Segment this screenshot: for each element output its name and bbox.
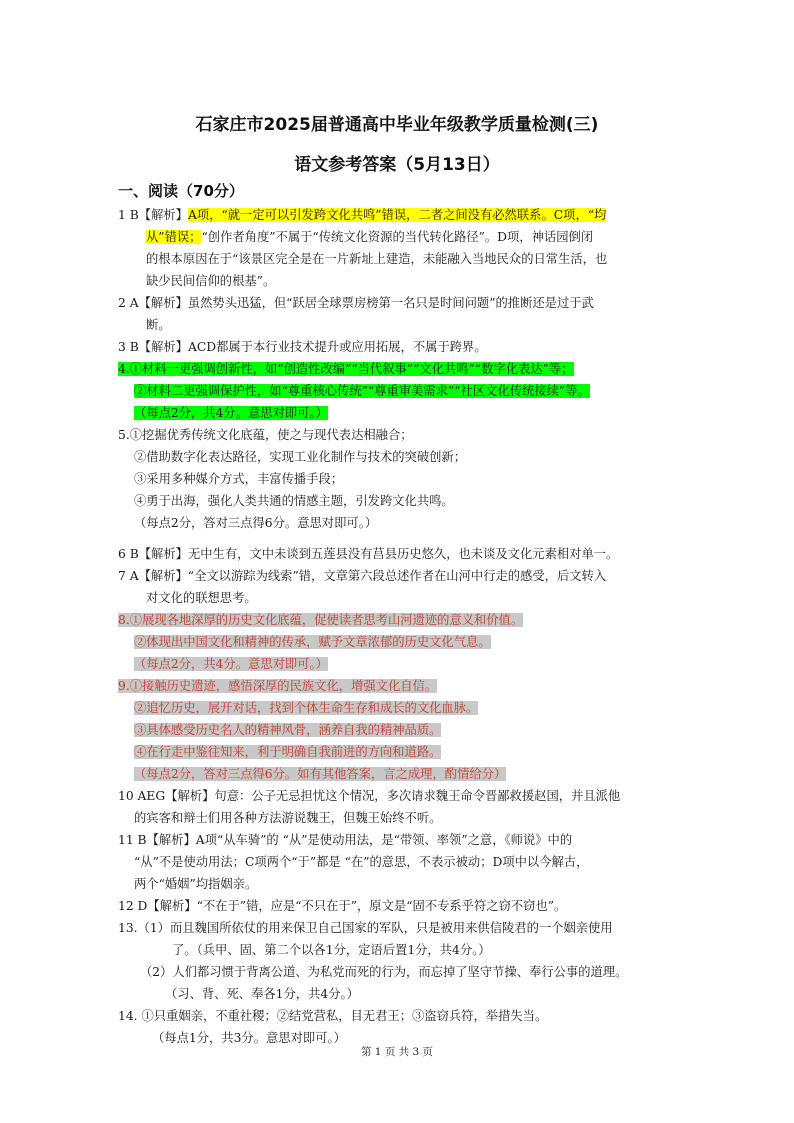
document-subtitle: 语文参考答案（5月13日）: [294, 155, 500, 175]
answer-text: 缺少民间信仰的根基”。: [146, 274, 276, 288]
answer-line: [134, 853, 588, 872]
highlighted-text: 4.①材料一更强调创新性，如“创造性改编”“当代叙事”“文化共鸣”“数字化表达”等；: [118, 362, 574, 376]
answer-text: 断。: [146, 318, 171, 332]
answer-text: 的宾客和辩士们用各种方法游说魏王，但魏王始终不听。: [134, 811, 442, 825]
highlighted-text: 8.①展现各地深厚的历史文化底蕴，促使读者思考山河遗迹的意义和价值。: [118, 613, 524, 627]
answer-line: [146, 272, 275, 291]
answer-line: [118, 360, 574, 379]
answer-line: [134, 875, 257, 894]
answer-text: 2 A【解析】虽然势头迅猛，但“跃居全球票房榜第一名只是时间问题”的推断还是过于武: [118, 296, 594, 310]
answer-line: [134, 492, 454, 511]
answer-line: [146, 228, 593, 247]
answer-text: “创作者角度”不属于“传统文化资源的当代转化路径”。D项，神话园倒闭: [201, 230, 594, 244]
answer-text: 5.①挖掘优秀传统文化底蕴，使之与现代表达相融合；: [118, 428, 413, 442]
answer-text: 对文化的联想思考。: [146, 591, 257, 605]
answer-line: [134, 809, 441, 828]
answer-text: （每点2分，答对三点得6分。意思对即可。）: [134, 516, 378, 530]
answer-text: 10 AEG【解析】句意：公子无忌担忧这个情况，多次请求魏王命令晋鄙救援赵国，并且派他: [118, 789, 621, 803]
answer-line: [118, 567, 606, 586]
answer-text: ④勇于出海，强化人类共通的情感主题，引发跨文化共鸣。: [134, 494, 454, 508]
answer-line: [134, 765, 506, 784]
answer-text: 1 B【解析】: [118, 208, 188, 222]
page-footer: 第 1 页 共 3 页: [360, 1046, 434, 1058]
highlighted-text: A项，“就一定可以引发跨文化共鸣”错误，二者之间没有必然联系。C项，“均: [187, 208, 607, 222]
highlighted-text: （每点2分，共4分。意思对即可。）: [134, 406, 328, 420]
answer-text: 3 B【解析】ACD都属于本行业技术提升或应用拓展，不属于跨界。: [118, 340, 487, 354]
answer-line: [118, 919, 613, 938]
answer-line: [118, 338, 487, 357]
answer-line: [118, 677, 437, 696]
answer-line: [134, 633, 491, 652]
answer-line: [172, 941, 491, 960]
answer-line: [146, 250, 607, 269]
answer-text: 14. ①只重姻亲，不重社稷；②结党营私，目无君王；③盗窃兵符，举措失当。: [118, 1009, 548, 1023]
answer-text: 13.（1）而且魏国所依仗的用来保卫自己国家的军队，只是被用来供信陵君的一个姻亲使用: [118, 921, 613, 935]
answer-line: [146, 316, 171, 335]
answer-line: [134, 382, 590, 401]
answer-line: [134, 721, 441, 740]
section-heading: 一、阅读（70分）: [118, 182, 244, 200]
answer-text: ③采用多种媒介方式，丰富传播手段；: [134, 472, 344, 486]
answer-line: [134, 470, 343, 489]
answer-text: 6 B【解析】无中生有，文中未谈到五莲县没有莒县历史悠久，也未谈及文化元素相对单一。: [118, 547, 619, 561]
highlighted-text: ④在行走中鉴往知来，利于明确自我前进的方向和道路。: [134, 745, 442, 759]
answer-line: [118, 426, 413, 445]
answer-line: [118, 611, 523, 630]
answer-text: 11 B【解析】A项“从车骑”的 “从”是使动用法，是“带领、率领”之意，《师说》中的: [118, 833, 573, 847]
answer-text: 了。（兵甲、固、第二个以各1分，定语后置1分，共4分。）: [172, 943, 491, 957]
answer-line: [134, 448, 466, 467]
answer-text: （2）人们都习惯于背离公道、为私党而死的行为，而忘掉了坚守节操、奉行公事的道理。: [140, 965, 628, 979]
highlighted-text: 9.①接触历史遗迹，感悟深厚的民族文化，增强文化自信。: [118, 679, 438, 693]
answer-line: [134, 699, 478, 718]
answer-line: [165, 985, 359, 1004]
answer-line: [146, 589, 257, 608]
highlighted-text: ②材料二更强调保护性，如“尊重核心传统”“尊重审美需求”“社区文化传统接续”等。: [134, 384, 590, 398]
answer-text: （每点1分，共3分。意思对即可。）: [152, 1031, 346, 1045]
answer-text: 7 A【解析】“全文以游踪为线索”错，文章第六段总述作者在山河中行走的感受，后文转入: [118, 569, 607, 583]
answer-line: [134, 655, 328, 674]
answer-line: [118, 294, 594, 313]
answer-line: [118, 545, 618, 564]
highlighted-text: ②体现出中国文化和精神的传承，赋予文章浓郁的历史文化气息。: [134, 635, 491, 649]
answer-text: 两个“婚姻”均指姻亲。: [134, 877, 258, 891]
answer-line: [140, 963, 627, 982]
highlighted-text: （每点2分，共4分。意思对即可。）: [134, 657, 328, 671]
highlighted-text: （每点2分，答对三点得6分。如有其他答案，言之成理，酌情给分）: [134, 767, 507, 781]
answer-line: [118, 831, 572, 850]
highlighted-text: 从”错误；: [146, 230, 202, 244]
answer-text: （习、背、死、奉各1分，共4分。）: [165, 987, 359, 1001]
answer-text: “从”不是使动用法；C项两个“于”都是 “在”的意思，不表示被动；D项中以今解古，: [134, 855, 589, 869]
answer-line: [118, 1007, 547, 1026]
answer-line: [134, 514, 377, 533]
answer-line: [118, 897, 566, 916]
answer-text: ②借助数字化表达路径，实现工业化制作与技术的突破创新；: [134, 450, 467, 464]
answer-text: 的根本原因在于“该景区完全是在一片新址上建造，未能融入当地民众的日常生活，也: [146, 252, 608, 266]
document-title: 石家庄市2025届普通高中毕业年级教学质量检测(三): [195, 115, 599, 135]
answer-line: [134, 743, 441, 762]
answer-line: [118, 206, 606, 225]
answer-text: 12 D【解析】“不在于”错，应是“不只在于”，原文是“固不专系乎符之窃不窃也”。: [118, 899, 567, 913]
answer-line: [134, 404, 328, 423]
answer-line: [118, 787, 620, 806]
highlighted-text: ②追忆历史，展开对话，找到个体生命生存和成长的文化血脉。: [134, 701, 479, 715]
highlighted-text: ③具体感受历史名人的精神风骨，涵养自我的精神品质。: [134, 723, 442, 737]
